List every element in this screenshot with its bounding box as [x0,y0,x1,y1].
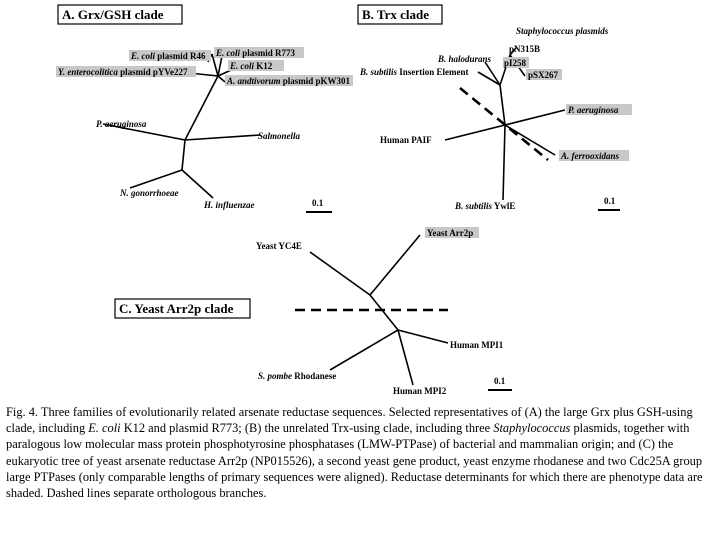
figure-caption [6,404,714,501]
label-b-pi258: pI258 [504,58,527,68]
label-c-yc4e: Yeast YC4E [256,241,302,251]
caption-italic-ecoli: E. coli [88,421,121,436]
label-ecoli-r46: E. coli plasmid R46 [131,51,206,61]
panel-b [358,5,632,211]
panel-a-scale-label: 0.1 [312,198,324,208]
panel-a-title: A. Grx/GSH clade [62,7,164,22]
label-yent: Y. enterocolitica plasmid pYVe227 [58,67,188,77]
caption-part-2: K12 and plasmid R773; (B) the unrelated Trx-using clade, including three [120,421,494,436]
panel-a [56,5,353,212]
label-ecoli-r773: E. coli plasmid R773 [216,48,296,58]
label-b-staph: Staphylococcus plasmids [516,26,609,36]
caption-part-1: Fig. 4. Three families of evolutionarily related arsenate reductase sequences. Selected representatives of (A) the large Grx plus GSH-using clade, including [6,405,693,436]
label-aand: A. andtivorum plasmid pKW301 [227,76,351,86]
label-a-salm: Salmonella [258,131,301,141]
label-c-mpi2: Human MPI2 [393,386,447,396]
label-b-psx267: pSX267 [528,70,559,80]
caption-part-3: plasmids, together with paralogous low molecular mass protein phosphotyrosine phosphatases (LMW-PTPase) of bacterial and mammalian origin; and (C) the eukaryotic tree of yeast arsenate reductase Arr2p (NP015526), a second yeast gene product, yeast enzyme rhodanese and two Cdc25A group large PTPases (only comparable lengths of primary sequences were aligned). Reductase determinants for which there are phenotype data are shaded. Dashed lines separate orthologous branches. [6,421,703,501]
label-a-ngon: N. gonorrhoeae [120,188,179,198]
label-a-paer: P. aeruginosa [96,119,147,129]
label-c-mpi1: Human MPI1 [450,340,504,350]
label-b-human: Human PAIF [380,135,432,145]
label-b-bsub-ie: B. subtilis Insertion Element [360,67,469,77]
label-a-hinf: H. influenzae [204,200,255,210]
panel-c [115,227,512,396]
label-c-arr2p: Yeast Arr2p [427,228,474,238]
label-ecoli-k12: E. coli K12 [230,61,273,71]
panel-b-scale-label: 0.1 [604,196,616,206]
caption-italic-staph: Staphylococcus [493,421,571,436]
label-c-spombe: S. pombe Rhodanese [258,371,337,381]
label-b-pn315b: pN315B [509,44,541,54]
label-b-paer: P. aeruginosa [568,105,619,115]
label-b-bsub-ywle: B. subtilis YwlE [455,201,516,211]
panel-b-title: B. Trx clade [362,7,430,22]
label-b-bhal: B. halodurans [438,54,492,64]
panel-c-title: C. Yeast Arr2p clade [119,301,234,316]
panel-c-scale-label: 0.1 [494,376,506,386]
label-b-aferr: A. ferrooxidans [561,151,620,161]
